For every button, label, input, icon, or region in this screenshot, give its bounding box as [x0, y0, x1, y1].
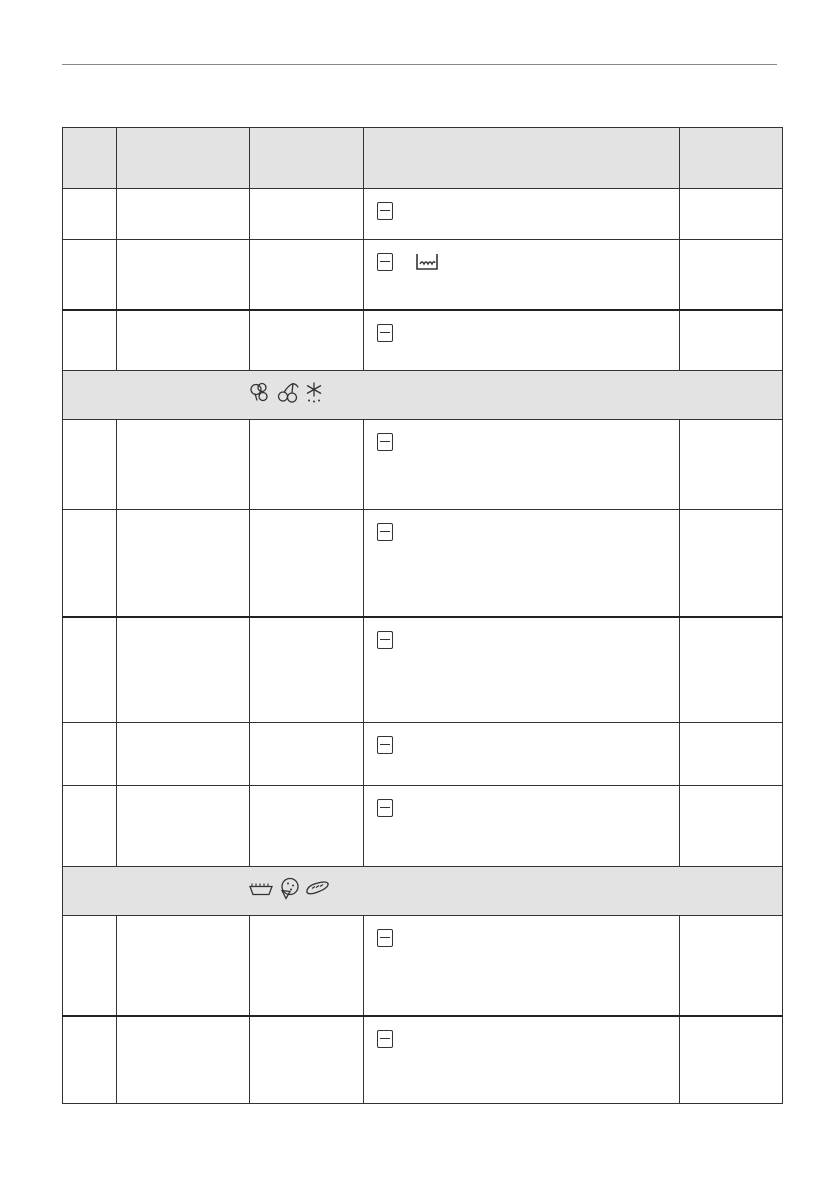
function-key-icon [377, 324, 393, 342]
section-icons [248, 878, 330, 905]
section-header [63, 867, 783, 916]
table-cell [117, 786, 250, 867]
table-cell [680, 786, 783, 867]
function-key-icon [377, 202, 393, 220]
vegetables-icon [248, 382, 272, 409]
table-cell [250, 617, 364, 723]
table-cell [117, 1016, 250, 1104]
table-cell [364, 916, 680, 1016]
table-row [63, 617, 783, 723]
section-icons [248, 382, 324, 409]
table-cell [117, 310, 250, 371]
function-key-icon [377, 736, 393, 754]
table-cell [680, 723, 783, 786]
table-cell [117, 723, 250, 786]
table-cell [364, 240, 680, 310]
fruit-icon [276, 382, 300, 409]
section-header-row [63, 867, 783, 916]
table-cell [63, 723, 117, 786]
table-cell [63, 420, 117, 510]
table-cell [250, 1016, 364, 1104]
function-key-icon [377, 1030, 393, 1048]
column-header-5 [680, 128, 783, 189]
function-key-icon [377, 523, 393, 541]
table-cell [364, 310, 680, 371]
table-row [63, 786, 783, 867]
table-cell [250, 916, 364, 1016]
table-cell [680, 510, 783, 617]
table-row [63, 189, 783, 240]
table-cell [250, 420, 364, 510]
table-cell [680, 1016, 783, 1104]
table-row [63, 723, 783, 786]
bread-icon [304, 879, 330, 904]
table-cell [63, 240, 117, 310]
table-cell [117, 189, 250, 240]
column-header-4 [364, 128, 680, 189]
table-cell [117, 420, 250, 510]
table-cell [364, 420, 680, 510]
table-cell [63, 916, 117, 1016]
table-cell [63, 617, 117, 723]
table-cell [364, 189, 680, 240]
table-row [63, 510, 783, 617]
pizza-icon [278, 878, 300, 905]
top-rule [62, 64, 777, 65]
table-cell [364, 723, 680, 786]
table-cell [364, 510, 680, 617]
table-cell [250, 189, 364, 240]
table-cell [364, 786, 680, 867]
function-key-icon [377, 929, 393, 947]
defrost-icon [304, 382, 324, 409]
table-cell [250, 510, 364, 617]
table-cell [680, 617, 783, 723]
table-cell [680, 916, 783, 1016]
table-cell [250, 723, 364, 786]
function-key-icon [377, 433, 393, 451]
function-key-icon [377, 253, 393, 271]
table-cell [63, 510, 117, 617]
column-header-1 [63, 128, 117, 189]
table-row [63, 310, 783, 371]
table-cell [117, 617, 250, 723]
section-header-row [63, 371, 783, 420]
table-cell [63, 189, 117, 240]
table-cell [117, 510, 250, 617]
section-header [63, 371, 783, 420]
table-cell [63, 786, 117, 867]
table-cell [250, 240, 364, 310]
function-key-icon [377, 631, 393, 649]
table-row [63, 240, 783, 310]
table-cell [250, 310, 364, 371]
table-cell [117, 916, 250, 1016]
table-cell [63, 310, 117, 371]
table-header-row [63, 128, 783, 189]
table-cell [680, 240, 783, 310]
table-cell [364, 1016, 680, 1104]
column-header-2 [117, 128, 250, 189]
table-cell [63, 1016, 117, 1104]
table-row [63, 916, 783, 1016]
table-row [63, 420, 783, 510]
programme-table [62, 127, 783, 1104]
table-cell [680, 310, 783, 371]
baking-tin-icon [248, 879, 274, 904]
table-cell [680, 420, 783, 510]
function-key-icon [377, 799, 393, 817]
table-cell [250, 786, 364, 867]
table-cell [117, 240, 250, 310]
steam-water-icon [415, 252, 439, 277]
table-cell [364, 617, 680, 723]
table-row [63, 1016, 783, 1104]
table-cell [680, 189, 783, 240]
column-header-3 [250, 128, 364, 189]
